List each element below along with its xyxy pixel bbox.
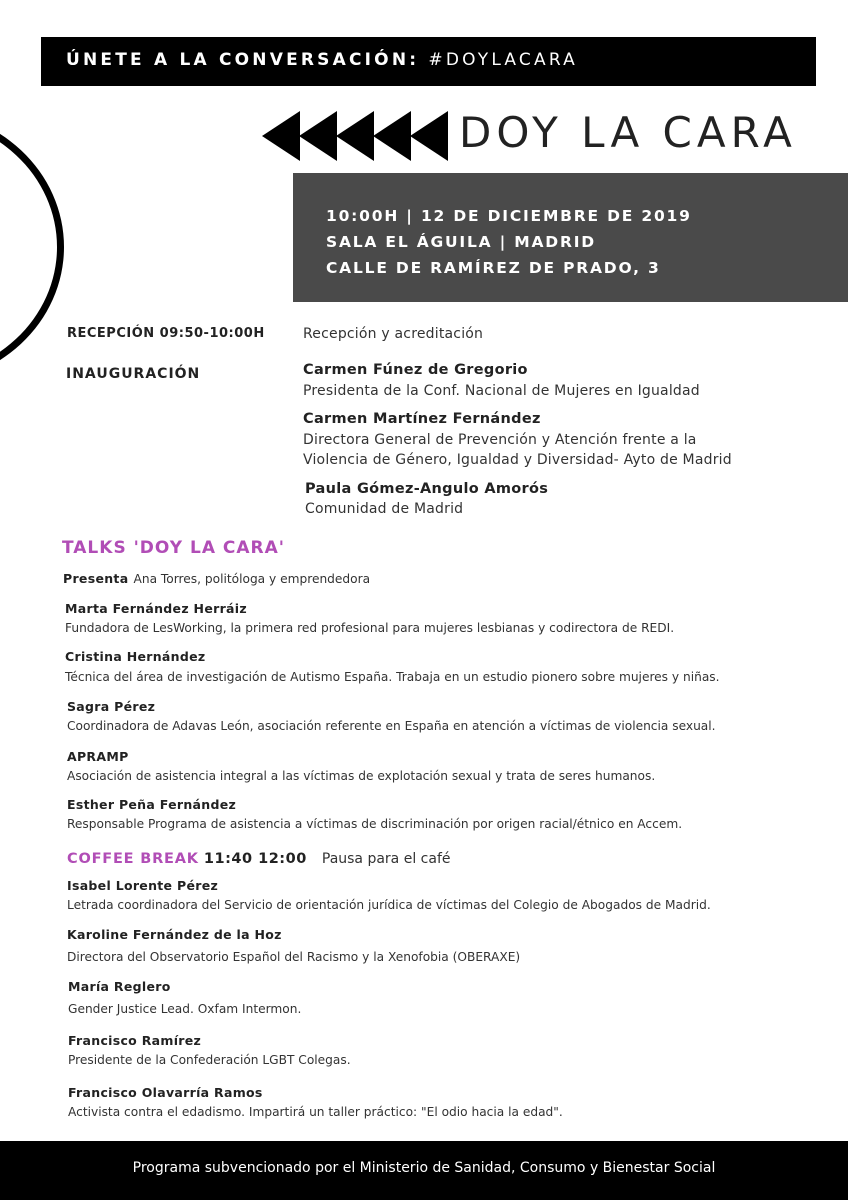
rewind-arrows-icon	[262, 111, 448, 161]
speaker-name: Sagra Pérez	[67, 699, 156, 714]
speaker-desc: Responsable Programa de asistencia a víctimas de discriminación por origen racial/étnico en Accem.	[67, 817, 683, 831]
speaker-desc: Coordinadora de Adavas León, asociación referente en España en atención a víctimas de violencia sexual.	[67, 719, 716, 733]
footer-text: Programa subvencionado por el Ministerio de Sanidad, Consumo y Bienestar Social	[132, 1160, 716, 1176]
banner-prefix: ÚNETE A LA CONVERSACIÓN:	[66, 50, 420, 70]
speaker-desc: Letrada coordinadora del Servicio de orientación jurídica de víctimas del Colegio de Abogados de Madrid.	[67, 898, 711, 912]
inaug-speaker-role: Directora General de Prevención y Atención frente a la	[303, 432, 697, 448]
speaker-name: Isabel Lorente Pérez	[67, 878, 219, 893]
speaker-desc: Gender Justice Lead. Oxfam Intermon.	[68, 1002, 302, 1016]
speaker-desc: Directora del Observatorio Español del Racismo y la Xenofobia (OBERAXE)	[67, 950, 521, 964]
speaker-desc: Técnica del área de investigación de Autismo España. Trabaja en un estudio pionero sobre mujeres y niñas.	[65, 670, 720, 684]
speaker-name: APRAMP	[67, 749, 129, 764]
inaug-speaker-name: Paula Gómez-Angulo Amorós	[305, 481, 549, 497]
talks-heading: TALKS 'DOY LA CARA'	[62, 538, 285, 558]
event-info-box	[293, 173, 848, 302]
coffee-label: COFFEE BREAK	[67, 851, 199, 867]
inaug-speaker-name: Carmen Martínez Fernández	[303, 411, 541, 427]
speaker-desc: Fundadora de LesWorking, la primera red profesional para mujeres lesbianas y codirectora de REDI.	[65, 621, 675, 635]
inaug-speaker-role: Violencia de Género, Igualdad y Diversidad- Ayto de Madrid	[303, 452, 732, 468]
inaug-speaker-role: Comunidad de Madrid	[305, 501, 464, 517]
coffee-break-line	[67, 848, 451, 867]
speaker-desc: Activista contra el edadismo. Impartirá un taller práctico: "El odio hacia la edad".	[68, 1105, 563, 1119]
speaker-name: Francisco Ramírez	[68, 1033, 202, 1048]
footer-bar	[0, 1141, 848, 1200]
page-title: DOY LA CARA	[459, 108, 797, 157]
reception-text: Recepción y acreditación	[303, 326, 484, 342]
inaug-speaker-name: Carmen Fúnez de Gregorio	[303, 362, 528, 378]
top-banner	[41, 37, 816, 86]
speaker-name: Esther Peña Fernández	[67, 797, 237, 812]
reception-label: RECEPCIÓN 09:50-10:00H	[67, 326, 265, 341]
speaker-name: Francisco Olavarría Ramos	[68, 1085, 263, 1100]
speaker-desc: Presidente de la Confederación LGBT Colegas.	[68, 1053, 351, 1067]
coffee-time: 11:40 12:00	[203, 851, 307, 867]
speaker-name: Cristina Hernández	[65, 649, 206, 664]
presenter-name: Ana Torres, politóloga y emprendedora	[133, 572, 371, 586]
speaker-name: Marta Fernández Herráiz	[65, 601, 247, 616]
speaker-desc: Asociación de asistencia integral a las víctimas de explotación sexual y trata de seres humanos.	[67, 769, 656, 783]
decorative-circle	[0, 110, 64, 384]
presenter-line	[63, 568, 370, 587]
speaker-name: María Reglero	[68, 979, 171, 994]
speaker-name: Karoline Fernández de la Hoz	[67, 927, 282, 942]
presenter-label: Presenta	[63, 571, 129, 586]
inaug-speaker-role: Presidenta de la Conf. Nacional de Mujeres en Igualdad	[303, 383, 700, 399]
event-venue: SALA EL ÁGUILA | MADRID	[326, 233, 596, 251]
event-address: CALLE DE RAMÍREZ DE PRADO, 3	[326, 259, 661, 277]
inauguration-label: INAUGURACIÓN	[66, 366, 201, 382]
banner-hashtag: #DOYLACARA	[428, 50, 578, 70]
coffee-text: Pausa para el café	[321, 851, 451, 867]
event-datetime: 10:00H | 12 DE DICIEMBRE DE 2019	[326, 207, 692, 225]
